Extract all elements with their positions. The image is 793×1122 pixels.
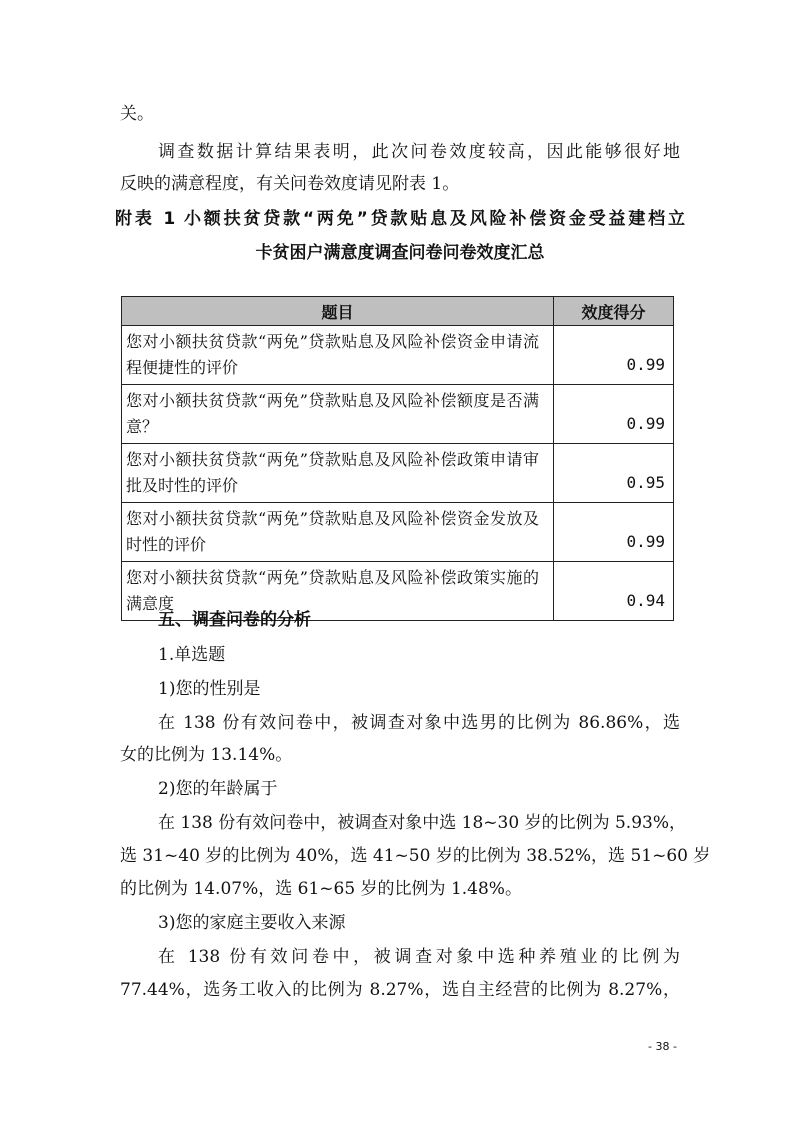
paragraph-line: 在 138 份有效问卷中，被调查对象中选 18~30 岁的比例为 5.93%， (158, 813, 686, 833)
validity-table (121, 296, 674, 621)
score-cell: 0.99 (554, 326, 674, 385)
question-title: 2)您的年龄属于 (158, 779, 278, 799)
paragraph-line: 女的比例为 13.14%。 (120, 745, 293, 765)
question-title: 3)您的家庭主要收入来源 (158, 913, 346, 933)
question-cell: 您对小额扶贫贷款“两免”贷款贴息及风险补偿额度是否满意？ (122, 385, 554, 444)
header-score: 效度得分 (554, 297, 674, 326)
table-caption-line2: 卡贫困户满意度调查问卷问卷效度汇总 (255, 243, 545, 263)
paragraph-continuation: 关。 (120, 104, 154, 124)
section-heading: 五、调查问卷的分析 (158, 610, 311, 630)
paragraph-line: 调查数据计算结果表明，此次问卷效度较高，因此能够很好地 (158, 142, 680, 162)
paragraph-line: 选 31~40 岁的比例为 40%，选 41~50 岁的比例为 38.52%，选 51~60 岁 (120, 846, 711, 866)
paragraph-line: 的比例为 14.07%，选 61~65 岁的比例为 1.48%。 (120, 879, 522, 899)
table-header-row (122, 297, 674, 326)
header-question: 题目 (122, 297, 554, 326)
table-caption-line1: 附表 1 小额扶贫贷款“两免”贷款贴息及风险补偿资金受益建档立 (115, 209, 685, 229)
paragraph-line: 77.44%，选务工收入的比例为 8.27%，选自主经营的比例为 8.27%， (120, 980, 680, 1000)
table-row (122, 326, 674, 385)
paragraph-line: 在 138 份有效问卷中，被调查对象中选男的比例为 86.86%，选 (158, 713, 680, 733)
score-cell: 0.95 (554, 444, 674, 503)
paragraph-line: 反映的满意程度，有关问卷效度请见附表 1。 (120, 174, 460, 194)
subsection-title: 1.单选题 (158, 645, 226, 665)
score-cell: 0.99 (554, 503, 674, 562)
question-cell: 您对小额扶贫贷款“两免”贷款贴息及风险补偿政策实施的满意度 (122, 562, 554, 621)
table-row (122, 444, 674, 503)
page-number: - 38 - (648, 1040, 677, 1053)
table-row (122, 503, 674, 562)
question-cell: 您对小额扶贫贷款“两免”贷款贴息及风险补偿资金发放及时性的评价 (122, 503, 554, 562)
question-cell: 您对小额扶贫贷款“两免”贷款贴息及风险补偿政策申请审批及时性的评价 (122, 444, 554, 503)
score-cell: 0.94 (554, 562, 674, 621)
score-cell: 0.99 (554, 385, 674, 444)
table-row (122, 385, 674, 444)
paragraph-line: 在 138 份有效问卷中，被调查对象中选种养殖业的比例为 (158, 947, 680, 967)
question-cell: 您对小额扶贫贷款“两免”贷款贴息及风险补偿资金申请流程便捷性的评价 (122, 326, 554, 385)
question-title: 1)您的性别是 (158, 679, 261, 699)
